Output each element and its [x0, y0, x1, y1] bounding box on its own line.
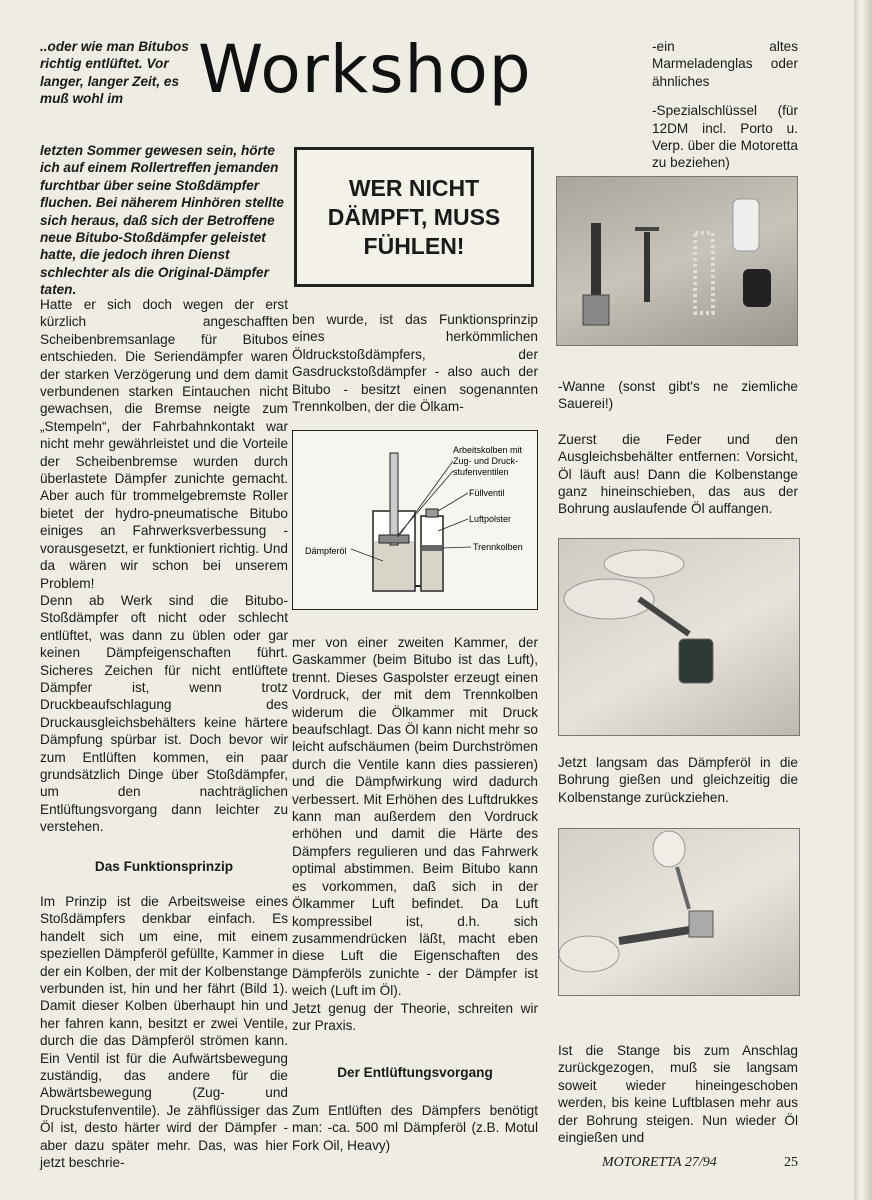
column-3-mid	[558, 378, 798, 518]
draining-illustration	[559, 539, 799, 735]
fill-valve	[426, 509, 438, 517]
diagram-label: stufenventilen	[453, 467, 509, 477]
paragraph: ben wurde, ist das Funktionsprinzip eines herkömmlichen Öldruckstoßdämpfers, der Gasdruckstoßdämpfer - also auch der Bitubo - besitzt einen sogenannten Trennkolben, der die Ölkam-	[292, 312, 538, 415]
spring	[695, 233, 713, 313]
photo-parts	[556, 176, 798, 346]
paragraph: Zum Entlüften des Dämpfers benötigt man: -ca. 500 ml Dämpferöl (z.B. Motul Fork Oil, Heavy)	[292, 1102, 538, 1153]
paragraph: Jetzt langsam das Dämpferöl in die Bohrung gießen und gleichzeitig die Kolbenstange zurückziehen.	[558, 755, 798, 805]
hand	[559, 936, 619, 972]
working-piston	[379, 535, 409, 543]
intro-lead-continued: letzten Sommer gewesen sein, hörte ich auf einem Rollertreffen jemanden furchtbar über seine Stoßdämpfer fluchen. Bei näherem Hinhören stellte sich heraus, daß sich der Betroffene neue Bitubo-Stoßdämpfer geleistet hatte, die jedoch ihren Dienst schlechter als die Original-Dämpfer taten.	[40, 143, 284, 298]
photo-draining	[558, 538, 800, 736]
filling-illustration	[559, 829, 799, 995]
diagram-drawing	[293, 431, 537, 608]
diagram-label: Arbeitskolben mit	[453, 445, 523, 455]
page-title: Workshop	[198, 31, 532, 108]
damper-rod	[591, 223, 601, 303]
page-number: 25	[784, 1155, 798, 1170]
magazine-footer: MOTORETTA 27/94	[602, 1155, 717, 1170]
paragraph: mer von einer zweiten Kammer, der Gaskammer (beim Bitubo ist das Luft), trennt. Dieses Gaspolster erzeugt einen Vordruck, der mit dem Trennkolben widerum die Ölkammer mit Druck beaufschlagt. Das Öl kann nicht mehr so leicht aufschäumen (beim Durchströmen durch die Ventile kann dies passieren) und die Dämpfwirkung wird dadurch verbessert. Mit Erhöhen des Luftdrukkes kann man außerdem den Vordruck erhöhen und damit die Härte des Dämpfers regulieren und das Fahrwerk optimal abstimmen. Beim Bitubo kann es vorkommen, daß sich in der Ölkammer Luft befindet. Da Luft kompressibel ist, d.h. sich zusammendrücken läßt, macht eben diese Luft die Eigenschaften des Dämpferöls zunichte - der Dämpfer ist weich (Luft im Öl).	[292, 635, 538, 999]
paragraph: -ein altes Marmeladenglas oder ähnliches	[652, 39, 798, 89]
headline-box	[294, 147, 534, 287]
diagram-label: Luftpolster	[469, 514, 512, 524]
oil-bottle	[733, 199, 759, 251]
diagram-label: Dämpferöl	[305, 546, 347, 556]
intro-lead: ..oder wie man Bitubos richtig entlüftet. Vor langer, langer Zeit, es muß wohl im	[40, 39, 189, 107]
diagram-label: Trennkolben	[473, 542, 523, 552]
diagram-label: Füllventil	[469, 488, 505, 498]
column-1	[40, 296, 288, 1172]
reservoir-part	[743, 269, 771, 307]
shock-absorber-diagram	[292, 430, 538, 610]
page-edge	[854, 0, 872, 1200]
damper-mount	[583, 295, 609, 325]
column-2-top	[292, 311, 538, 415]
paragraph: -Spezialschlüssel (für 12DM incl. Porto u. Verp. über die Motoretta zu beziehen)	[652, 103, 798, 171]
piston-rod	[390, 453, 398, 545]
oil-bottle-hand	[653, 831, 685, 867]
photo-filling	[558, 828, 800, 996]
leader-line	[438, 493, 468, 511]
oil-chamber	[374, 541, 414, 590]
subheading: Das Funktionsprinzip	[94, 858, 234, 874]
paragraph: -Wanne (sonst gibt's ne ziemliche Sauerei!)	[558, 379, 798, 412]
glass-jar	[679, 639, 713, 683]
column-3-top	[652, 38, 798, 172]
paragraph: Ist die Stange bis zum Anschlag zurückgezogen, muß sie langsam soweit wieder hineingeschoben werden, bis keine Luftblasen mehr aus der Bohrung steigen. Nun wieder Öl eingießen und	[558, 1043, 798, 1146]
paragraph: Zuerst die Feder und den Ausgleichsbehälter entfernen: Vorsicht, Öl läuft aus! Dann die Kolbenstange ganz hineinschieben, das aus der Bohrung auslaufende Öl auffangen.	[558, 431, 798, 517]
paragraph: Hatte er sich doch wegen der erst kürzlich angeschafften Scheibenbremsanlage für Bitubos entschieden. Die Seriendämpfer waren der starken Verzögerung und dem damit verbundenen starken Eintauchen nicht gewachsen, die Bremse neigte zum „Stempeln“, der Fahrbahnkontakt war nicht mehr gewährleistet und die Vorteile der Scheibenbremse wurden durch überlastete Dämpfer zunichte gemacht. Aber auch für trommelgebremste Roller bietet der hydro-pneumatische Bitubo einiges an Fahrwerksverbessung - vorausgesetzt, er funktioniert richtig. Und da wären wir schon bei unserem Problem!	[40, 297, 288, 591]
column-2-body	[292, 634, 538, 1154]
column-3-end	[558, 1042, 798, 1146]
paragraph: Jetzt genug der Theorie, schreiten wir zur Praxis.	[292, 1000, 538, 1033]
reservoir-oil	[422, 551, 442, 590]
damper-tube	[639, 599, 689, 634]
column-3-mid2	[558, 754, 798, 806]
leader-line	[442, 547, 471, 548]
paragraph: Im Prinzip ist die Arbeitsweise eines Stoßdämpfers denkbar einfach. Es handelt sich um eine, mit einem speziellen Dämpferöl gefüllte, Kammer in der ein Kolben, der mit der Kolbenstange verbunden ist, hin und her fährt (Bild 1). Damit dieser Kolben überhaupt hin und her fahren kann, besitzt er zwei Ventile, durch die das Dämpferöl strömen kann. Ein Ventil ist für die Aufwärtsbewegung zuständig, das andere für die Abwärtsbewegung (Zug- und Druckstufenventile). Je zähflüssiger das Öl ist, desto härter wird der Dämpfer - aber dazu später mehr. Das, was hier jetzt beschrie-	[40, 894, 288, 1171]
paragraph: Denn ab Werk sind die Bitubo-Stoßdämpfer oft nicht oder schlecht entlüftet, was dann zu üblen oder gar keinen Dämpfeigenschaften führt. Sicheres Zeichen für nicht entlüftete Dämpfer ist, wenn trotz Druckbeaufschlagung des Druckausgleichsbehälters keine härtere Dämpfung spürbar ist. Doch bevor wir zum Entlüften kommen, ein paar grundsätzlich Dinge über Stoßdämpfer, um den nachträglichen Entlüftungsvorgang dann leichter zu verstehen.	[40, 592, 288, 835]
separating-piston	[422, 545, 442, 551]
subheading: Der Entlüftungsvorgang	[337, 1065, 493, 1081]
diagram-label: Zug- und Druck-	[453, 456, 519, 466]
headline: WER NICHT DÄMPFT, MUSS FÜHLEN!	[327, 174, 501, 259]
parts-illustration	[557, 177, 797, 345]
